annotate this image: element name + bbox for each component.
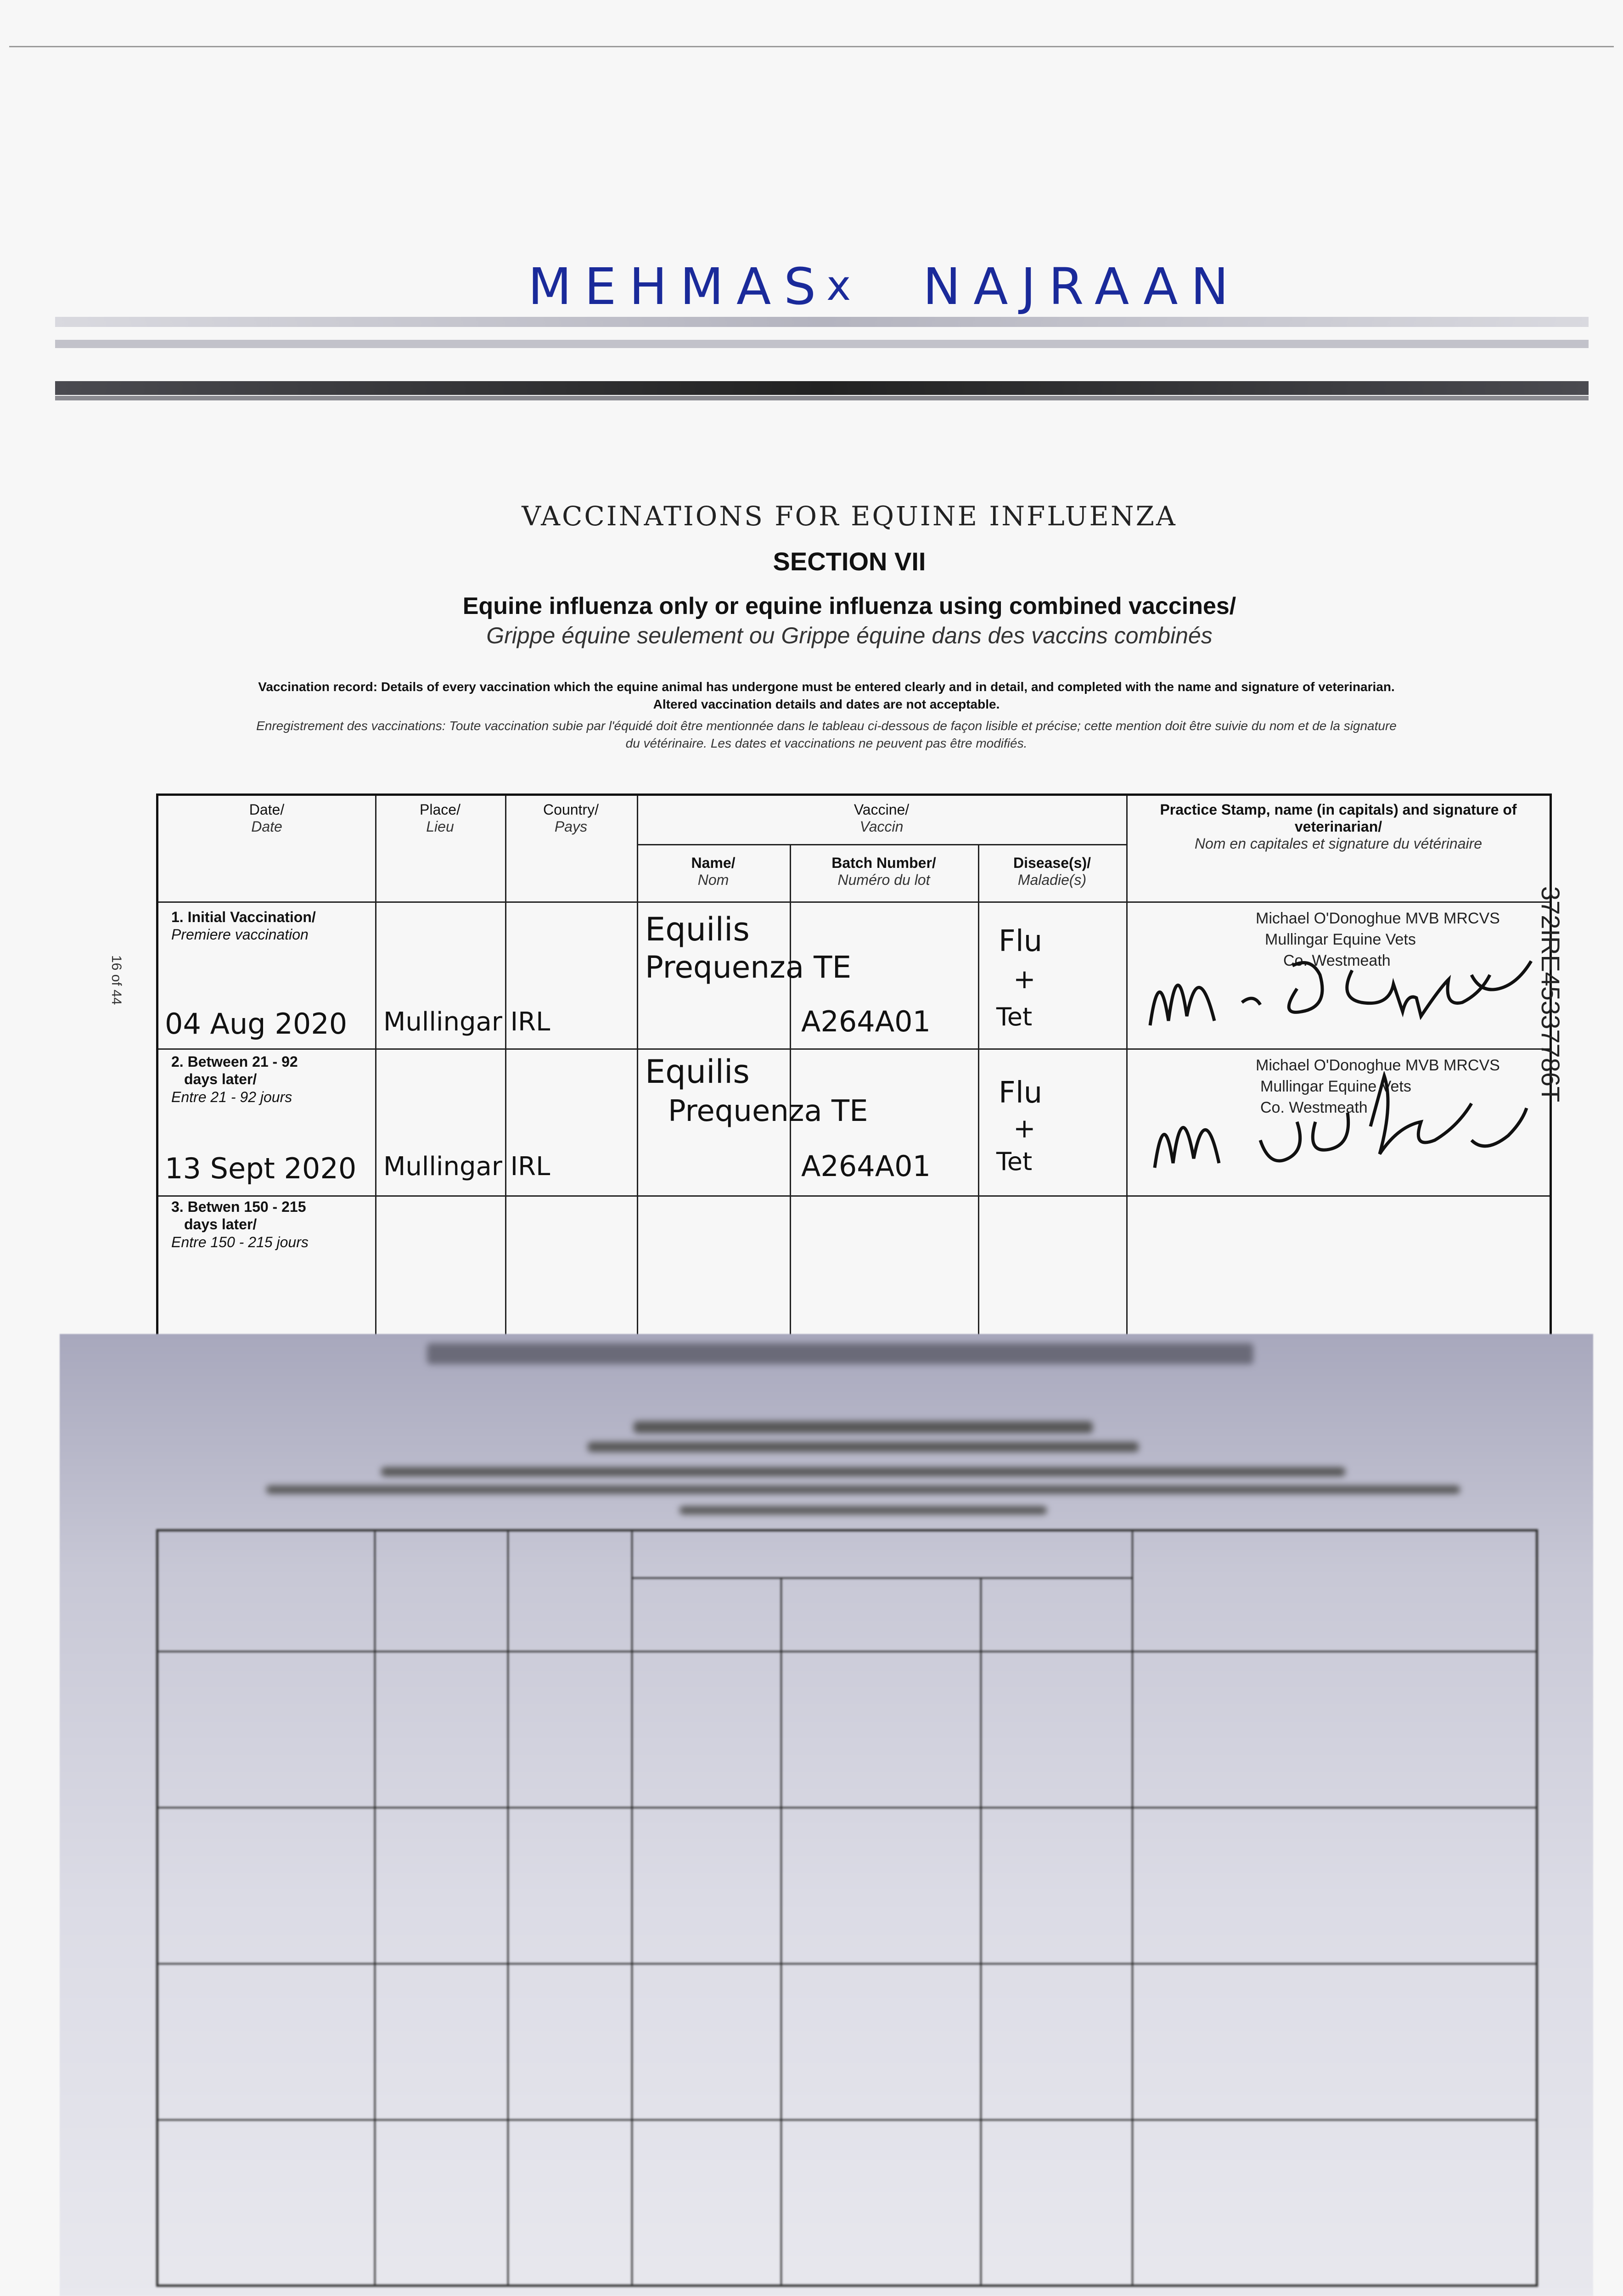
passport-id-vertical: 372IRE45337786T — [1536, 886, 1565, 1103]
row-2-vaccine-name-1: Equilis — [645, 1053, 750, 1091]
page-number: 16 of 44 — [109, 955, 124, 1005]
note-record-en: Vaccination record: Details of every vaccination which the equine animal has undergone must be entered clearly and in detail, and completed with the name and signature of veterinarian. — [258, 680, 1395, 694]
row-1-vet-stamp: Michael O'Donoghue MVB MRCVS Mullingar Equine Vets Co. Westmeath — [1256, 910, 1500, 969]
section-title: SECTION VII — [773, 547, 926, 576]
note-altered-en: Altered vaccination details and dates are not acceptable. — [653, 697, 1000, 711]
row-2-vet-signature — [1141, 1071, 1540, 1182]
header-vaccine: Vaccine/ Vaccin — [854, 801, 910, 835]
row-1-disease-3: Tet — [996, 1002, 1033, 1031]
table-divider — [1132, 1531, 1133, 2285]
table-divider — [1126, 796, 1128, 1335]
table-divider — [790, 845, 791, 1335]
table-divider — [158, 1807, 1536, 1808]
row-2-batch: A264A01 — [801, 1149, 931, 1183]
scan-band — [55, 396, 1589, 400]
top-rule — [9, 46, 1614, 47]
table-divider — [631, 1577, 1132, 1579]
scan-band — [55, 381, 1589, 395]
row-1-date: 04 Aug 2020 — [165, 1007, 348, 1041]
table-divider — [505, 796, 506, 1335]
table-divider — [375, 796, 376, 1335]
header-country: Country/ Pays — [543, 801, 599, 835]
handwritten-cross: x — [826, 262, 864, 310]
row-2-vet-stamp: Michael O'Donoghue MVB MRCVS Mullingar Equine Vets Co. Westmeath — [1256, 1057, 1500, 1116]
table-divider — [374, 1531, 376, 2285]
note-record-fr-2: du vétérinaire. Les dates et vaccinations ne peuvent pas être modifiés. — [625, 736, 1028, 750]
handwritten-sire: MEHMAS — [528, 257, 829, 316]
table-divider — [637, 844, 1126, 845]
row-1-disease-2: + — [1013, 963, 1036, 995]
row-1-vaccine-name-2: Prequenza TE — [645, 950, 852, 985]
row-2-disease-1: Flu — [999, 1076, 1043, 1110]
row-1-batch: A264A01 — [801, 1005, 931, 1038]
row-1-label: 1. Initial Vaccination/ Premiere vaccination — [171, 909, 316, 943]
table-divider — [158, 1048, 1550, 1050]
header-place: Place/ Lieu — [420, 801, 461, 835]
row-2-vaccine-name-2: Prequenza TE — [668, 1094, 868, 1128]
blurred-table — [156, 1529, 1538, 2287]
row-2-label: 2. Between 21 - 92 days later/ Entre 21 - 92 jours — [171, 1053, 298, 1105]
row-1-vet-signature — [1141, 934, 1540, 1044]
handwritten-dam: NAJRAAN — [923, 257, 1241, 316]
subtitle-en: Equine influenza only or equine influenza using combined vaccines/ — [462, 593, 1236, 619]
row-1-vaccine-name-1: Equilis — [645, 911, 750, 948]
header-batch: Batch Number/ Numéro du lot — [831, 855, 936, 888]
table-divider — [158, 1963, 1536, 1964]
header-disease: Disease(s)/ Maladie(s) — [1013, 855, 1091, 888]
table-divider — [158, 901, 1550, 903]
table-divider — [631, 1531, 633, 2285]
row-2-disease-2: + — [1013, 1113, 1036, 1144]
table-divider — [507, 1531, 509, 2285]
subtitle-fr: Grippe équine seulement ou Grippe équine dans des vaccins combinés — [486, 623, 1213, 648]
header-date: Date/ Date — [249, 801, 285, 835]
table-divider — [158, 2119, 1536, 2121]
table-divider — [158, 1651, 1536, 1652]
scan-band — [55, 340, 1589, 348]
header-name: Name/ Nom — [691, 855, 736, 888]
header-vet: Practice Stamp, name (in capitals) and signature of veterinarian/ Nom en capitales et signature du vétérinaire — [1160, 801, 1517, 852]
blurred-text — [634, 1421, 1093, 1433]
note-record-fr: Enregistrement des vaccinations: Toute vaccination subie par l'équidé doit être mentionnée dans le tableau ci-dessous de façon lisible et précise; cette mention doit être suivie du nom et de la signature — [256, 719, 1397, 733]
table-divider — [158, 1195, 1550, 1197]
blurred-text — [266, 1486, 1460, 1494]
table-divider — [781, 1577, 782, 2285]
blurred-text — [588, 1442, 1139, 1452]
page-title: VACCINATIONS FOR EQUINE INFLUENZA — [522, 501, 1177, 532]
row-1-disease-1: Flu — [999, 924, 1043, 958]
blurred-title — [427, 1343, 1253, 1364]
row-1-place: Mullingar IRL — [383, 1007, 550, 1037]
blurred-text — [381, 1467, 1345, 1476]
row-2-place: Mullingar IRL — [383, 1152, 550, 1182]
row-3-label: 3. Betwen 150 - 215 days later/ Entre 150 - 215 jours — [171, 1199, 309, 1250]
blurred-text — [680, 1506, 1047, 1514]
scan-band — [55, 317, 1589, 327]
table-divider — [978, 845, 979, 1335]
vaccination-table — [156, 793, 1552, 1338]
table-divider — [980, 1577, 982, 2285]
row-2-disease-3: Tet — [996, 1147, 1033, 1176]
row-2-date: 13 Sept 2020 — [165, 1152, 357, 1185]
